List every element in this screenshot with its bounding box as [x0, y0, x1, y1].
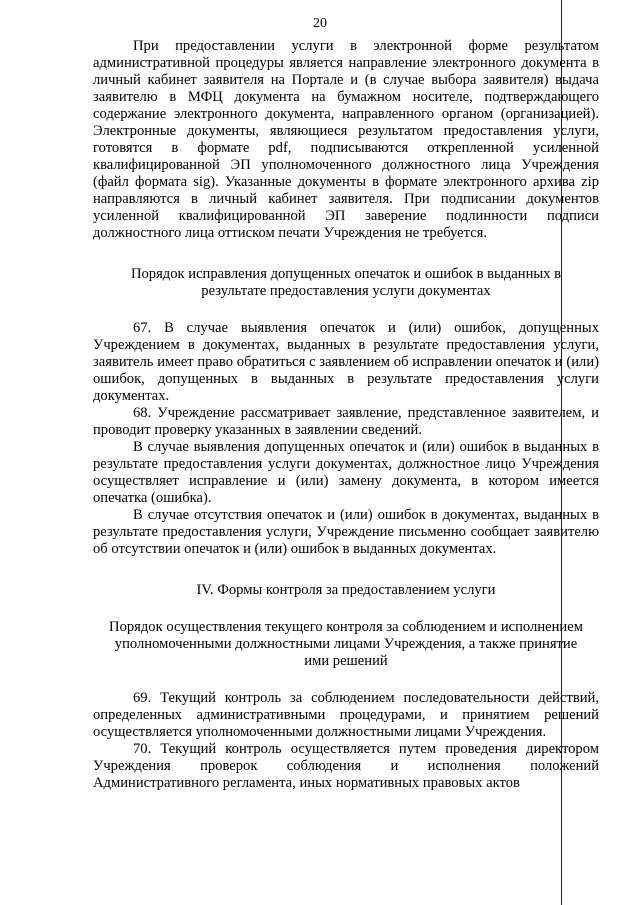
heading-error-correction: Порядок исправления допущенных опечаток и ошибок в выданных в результате предоставления услуги документах [130, 266, 562, 299]
document-body [93, 38, 599, 792]
paragraph-67: 67. В случае выявления опечаток и (или) ошибок, допущенных Учреждением в документах, выданных в результате предоставления услуги, заявитель имеет право обратиться с заявлением об исправлении опечаток и (или) ошибок, допущенных в выданных в результате предоставления услуги документах. [93, 320, 599, 404]
paragraph-68-no-errors: В случае отсутствия опечаток и (или) ошибок в документах, выданных в результате предоставления услуги, Учреждение письменно сообщает заявителю об отсутствии опечаток и (или) ошибок в выданных документах. [93, 507, 599, 557]
heading-current-control: Порядок осуществления текущего контроля за соблюдением и исполнением уполномоченными должностными лицами Учреждения, а также принятие ими решений [109, 619, 583, 669]
paragraph-68-errors-found: В случае выявления допущенных опечаток и (или) ошибок в выданных в результате предоставления услуги документах, должностное лицо Учреждения осуществляет исправление и (или) замену документа, в котором имеется опечатка (ошибка). [93, 439, 599, 506]
paragraph-69: 69. Текущий контроль за соблюдением последовательности действий, определенных административными процедурами, и принятием решений осуществляется уполномоченными должностными лицами Учреждения. [93, 690, 599, 740]
page-number: 20 [313, 16, 327, 31]
paragraph-result-electronic: При предоставлении услуги в электронной форме результатом административной процедуры является направление электронного документа в личный кабинет заявителя на Портале и (в случае выбора заявителя) выдача заявителю в МФЦ документа на бумажном носителе, подтверждающего содержание электронного документа, направленного органом (организацией). Электронные документы, являющиеся результатом предоставления услуги, готовятся в формате pdf, подписываются открепленной усиленной квалифицированной ЭП уполномоченного должностного лица Учреждения (файл формата sig). Указанные документы в формате электронного архива zip направляются в личный кабинет заявителя. При подписании документов усиленной квалифицированной ЭП заверение подлинности подписи должностного лица оттиском печати Учреждения не требуется. [93, 38, 599, 241]
section-4-title: IV. Формы контроля за предоставлением услуги [196, 582, 496, 598]
paragraph-70: 70. Текущий контроль осуществляется путем проведения директором Учреждения проверок соблюдения и исполнения положений Административного регламента, иных нормативных правовых актов [93, 741, 599, 791]
paragraph-68: 68. Учреждение рассматривает заявление, представленное заявителем, и проводит проверку указанных в заявлении сведений. [93, 405, 599, 438]
